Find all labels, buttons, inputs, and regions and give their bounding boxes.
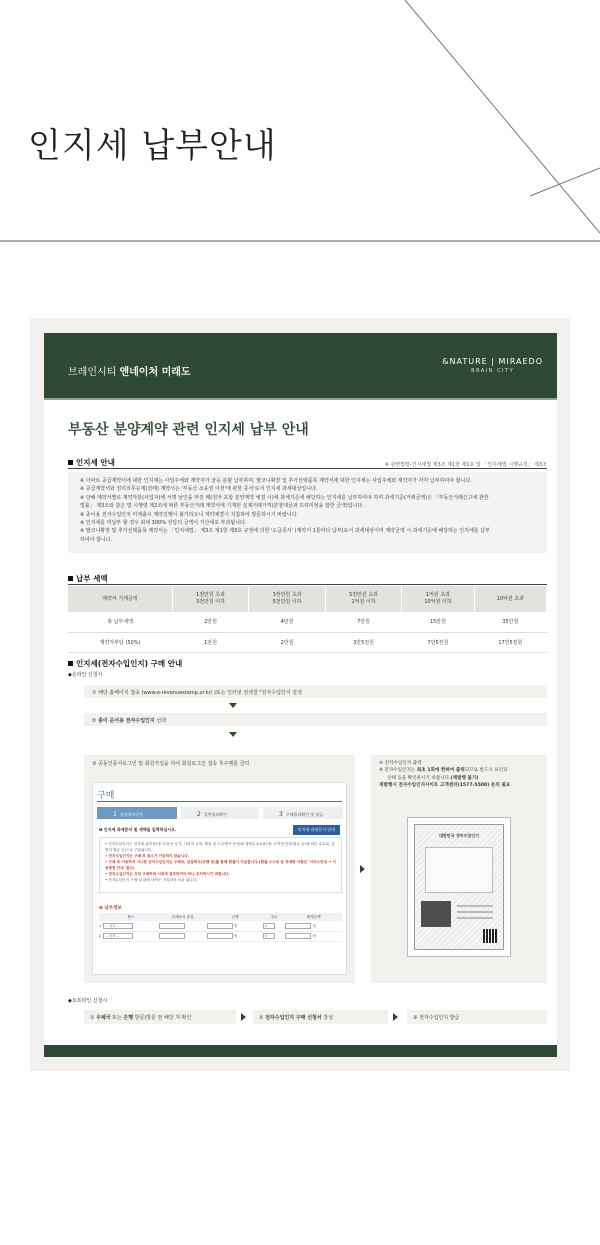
offline-step-2: ② 전자수입인지 구매 신청서 작성 bbox=[253, 1010, 388, 1024]
table-cell: 1만원 bbox=[172, 632, 249, 652]
arrow-right-icon bbox=[360, 865, 365, 873]
arrow-right-icon bbox=[241, 1013, 246, 1021]
notes-box: ※ 아파트 공급계약서에 대한 인지세는 사업주체와 계약자가 균등 분할 납부하며, 발코니확장 및 추가선택품목 계약서에 대한 인지세는 사업주체와 계약자가 각각 납부하여야 합니다. ※ 공급계약서와 권리의무승계(전매) 계약서는 '부동산 소유권 이전'에 관한 증서'로서 인지세 과세대상입니다. ※ 당해 계약서별로 계약자분(사업자)에 서명 날인을 마친 때(전자 포함 분양계약 체결 시)에 과세기준에 해당하는 인지세를 납부하여야 하며 과세기준(거래금액)은 「부동산거래신고에 관한 법률」 제3조와 같은 법 시행령 제2조에 따른 부동산거래 계약서에 기재된 실제거래가격(분양대금과 프리미엄을 합한 금액)입니다. ※ 종이용 전자수입인지 미제출시 계약진행이 불가하오니 계약체결시 지참하여 방문하시기 바랍니다. ※ 인지세를 미납부 할 경우 최대 300% 상당의 금액이 가산세로 부과됩니다. ※ 발코니확장 및 추가선택품목 계약서는 「인지세법」 제3조 제1항 제3호 규정에 의한 '도급증서' (계약서 1통마다 납부)로서 과세대상이며 계약금액 시 과세기준에 해당하는 인지세를 납부 하여야 합니다. bbox=[68, 472, 547, 553]
table-header: 3천만원 초과 5천만원 이하 bbox=[249, 586, 326, 612]
purchase-steps bbox=[97, 807, 343, 819]
screenshot-rule bbox=[97, 801, 342, 802]
section-rule bbox=[68, 584, 547, 585]
online-label: ◆ 온라인 신청시 bbox=[68, 671, 102, 678]
step-4-text: ④ 전자수입인지 출력 ※ 전자수입인지는 최초 1회에 한하여 출력되므로 반드시 프린터 상태 등을 확인하시기 바랍니다.(재발행 불가) 재발행시 전자수입인지사이트 고객센터(1577-5500) 문의 필요 bbox=[379, 761, 511, 789]
section-title-purchase-guide: 인지세(전자수입인지) 구매 안내 bbox=[68, 658, 182, 669]
tax-table bbox=[68, 586, 547, 653]
table-cell: 17만5천원 bbox=[474, 632, 546, 652]
step-1: ① 해당 홈페이지 접속 (www.e-revenuestamp.or.kr/ )또는 인터넷 검색창 "전자수입인지 검색 bbox=[84, 685, 547, 698]
screenshot-title: 구매 bbox=[97, 791, 115, 801]
table-cell: 총 납부세액 bbox=[68, 612, 172, 632]
brand-logo: &NATURE | MIRAEDO BRAIN CITY bbox=[442, 357, 543, 374]
seal-icon bbox=[421, 901, 451, 927]
table-cell: 2만원 bbox=[249, 632, 326, 652]
offline-step-1: ① 우체국 또는 은행 방문(방문 전 해당 처 확인 bbox=[84, 1010, 236, 1024]
offline-label: ◆ 오프라인 신청시 bbox=[68, 997, 107, 1004]
table-cell: 3만5천원 bbox=[325, 632, 402, 652]
section-title-tax-amount: 납부 세액 bbox=[68, 573, 108, 584]
doc-header bbox=[44, 333, 557, 400]
offline-step-3: ③ 전자수입인지 발급 bbox=[407, 1010, 547, 1024]
notice-document bbox=[44, 333, 557, 1057]
tab-result: 3 구매결과확인 및 발급 bbox=[263, 807, 343, 819]
step-3-box bbox=[84, 755, 355, 983]
select-instruction: ❶ 인지세 과세문서 및 세액을 입력하십시오. bbox=[99, 827, 177, 832]
table-cell: 7만원 bbox=[325, 612, 402, 632]
arrow-down-icon bbox=[229, 732, 237, 737]
table-cell: 7만5천원 bbox=[402, 632, 474, 652]
table-row: 1 --- 선택 --- 원 0 원 bbox=[99, 921, 342, 931]
section-title-stamp-tax: 인지세 안내 bbox=[68, 457, 115, 468]
table-row bbox=[68, 632, 547, 652]
arrow-right-icon bbox=[393, 1013, 398, 1021]
table-header: 계약서 기재금액 bbox=[68, 586, 172, 612]
tax-document-guide-button: 인지세 과세문서 안내 bbox=[293, 825, 340, 835]
brand-name: 브레인시티 앤네이처 미래도 bbox=[68, 367, 191, 378]
table-header: 5천만원 초과 1억원 이하 bbox=[325, 586, 402, 612]
step-3-title: ③ 공동인증서로그인 및 회원가입을 하여 회원로그인 접속 후구매를 클릭 bbox=[92, 761, 250, 767]
table-row: 2 --- 선택 --- 원 0 원 bbox=[99, 931, 342, 941]
table-header-row bbox=[68, 586, 547, 612]
notice-frame bbox=[30, 318, 570, 1071]
tab-payment-info: 1 납부정보입력 bbox=[97, 807, 177, 819]
payment-table: 용도 과세문서 종류 금액 건수 합계금액 1 --- 선택 --- 원 0 원 2 --- 선택 --- 원 0 원 bbox=[99, 913, 342, 942]
legal-reference: ※ 관련법령-인지세법 제3조 제1항 제1호 및 「인지세법 시행규칙」 제3조 bbox=[384, 462, 547, 468]
table-row bbox=[68, 612, 547, 632]
doc-title: 부동산 분양계약 관련 인지세 납부 안내 bbox=[68, 422, 309, 438]
page-title: 인지세 납부안내 bbox=[28, 126, 277, 166]
table-cell: 계약자부담 (50%) bbox=[68, 632, 172, 652]
header-accent-line bbox=[44, 398, 557, 400]
step-2: ② 종이 문서용 전자수입인지 선택 bbox=[84, 713, 547, 726]
tab-confirm-info: 2 입력정보확인 bbox=[181, 807, 259, 819]
table-header: 1천만원 초과 3천만원 이하 bbox=[172, 586, 249, 612]
screenshot-notes: • 전자수입인지는 인지세 납부용(예: 부동산 등기, 사업자 등록, 채입 및 도급계약 증서)와 행정수수료용(예: 인허가/신청/접수 등)에 따른 수수료, 증명서 발급 등)으로 구분됩니다. • 전자수입인지는 구매 후 취소가 가능하지 않습니다. • 구매 후 사용하지 아니한 전자수입인지는 우체국, 금융회사(은행 등)를 통해 환불이 가능합니다.(환불 수수료 등 자세한 사항은 '서비스안내 → 이용방법 안내' 참고) • 전자수입인지는 건당 구매하며 서류에 첨부하여야 하니 주의하시기 바랍니다. • 전자수입인지 구매 및 판매 내역은 기록되어 보관 됩니다. bbox=[99, 837, 342, 893]
section-rule bbox=[68, 468, 547, 469]
doc-footer-bar bbox=[44, 1045, 557, 1057]
purchase-screenshot bbox=[92, 782, 347, 975]
table-header: 1억원 초과 10억원 이하 bbox=[402, 586, 474, 612]
step-4-box bbox=[371, 755, 547, 983]
table-cell: 35만원 bbox=[474, 612, 546, 632]
table-header: 10억원 초과 bbox=[474, 586, 546, 612]
diagonal-line bbox=[405, 0, 600, 233]
table-cell: 4만원 bbox=[249, 612, 326, 632]
revenue-stamp-certificate: 대한민국 정부수입인지 bbox=[407, 817, 511, 957]
table-cell: 2만원 bbox=[172, 612, 249, 632]
qr-code-icon bbox=[483, 929, 497, 943]
table-cell: 15만원 bbox=[402, 612, 474, 632]
arrow-down-icon bbox=[229, 703, 237, 708]
payment-info-label: ❶ 납부정보 bbox=[99, 906, 122, 911]
